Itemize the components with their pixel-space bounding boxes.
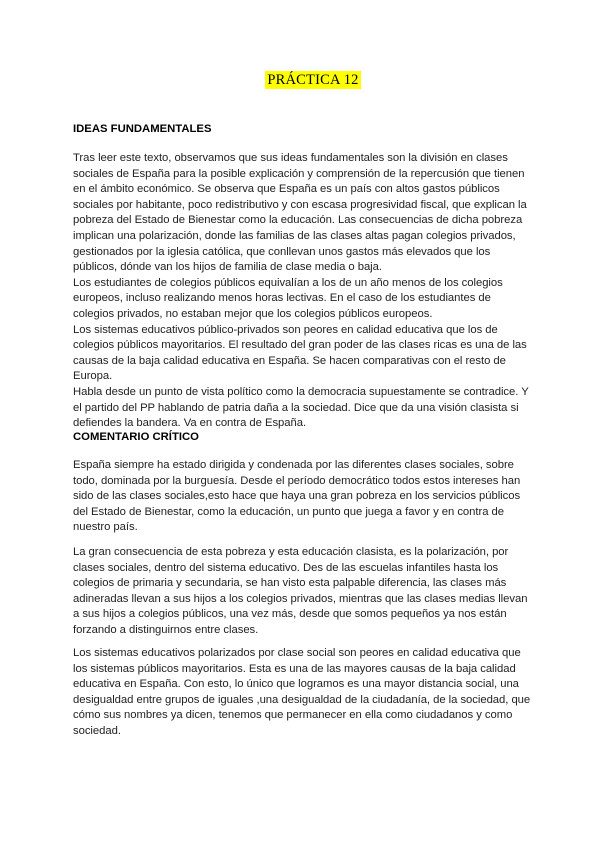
- ideas-paragraph: Tras leer este texto, observamos que sus ideas fundamentales son la división en clases sociales de España para la posible explicación y comprensión de la repercusión que tienen en el ámbito económico. Se observa que España es un país con altos gastos públicos sociales por habitante, poco redistributivo y con escasa progresividad fiscal, que explican la pobreza del Estado de Bienestar como la educación. Las consecuencias de dicha pobreza implican una polarización, donde las familias de las clases altas pagan colegios privados, gestionados por la iglesia católica, que conllevan unos gastos más elevados que los públicos, dónde van los hijos de familia de clase media o baja. Los estudiantes de colegios públicos equivalían a los de un año menos de los colegios europeos, incluso realizando menos horas lectivas. En el caso de los estudiantes de colegios privados, no estaban mejor que los colegios públicos europeos. Los sistemas educativos público-privados son peores en calidad educativa que los de colegios públicos mayoritarios. El resultado del gran poder de las clases ricas es una de las causas de la baja calidad educativa en España. Se hacen comparativas con el resto de Europa. Habla desde un punto de vista político como la democracia supuestamente se contradice. Y el partido del PP hablando de patria daña a la sociedad. Dice que da una visión clasista si defiendes la bandera. Va en contra de España.: [73, 152, 529, 430]
- page-title: PRÁCTICA 12: [267, 72, 359, 88]
- comentario-paragraph-3: Los sistemas educativos polarizados por clase social son peores en calidad educativa que los sistemas públicos mayoritarios. Esta es una de las mayores causas de la baja calidad educativa en España. Con esto, lo único que logramos es una mayor distancia social, una desigualdad entre grupos de iguales ,una desigualdad de la ciudadanía, de la sociedad, que cómo sus nombres ya dicen, tenemos que permanecer en ella como ciudadanos y como sociedad.: [73, 647, 531, 737]
- comentario-paragraph-2: La gran consecuencia de esta pobreza y esta educación clasista, es la polarización, por clases sociales, dentro del sistema educativo. Des de las escuelas infantiles hasta los colegios de primaria y secundaria, se han visto esta palpable diferencia, las clases más adineradas llevan a sus hijos a los colegios privados, mientras que las clases medias llevan a sus hijos a colegios públicos, una vez más, desde que somos pequeños ya nos están forzando a distinguirnos entre clases.: [73, 546, 528, 636]
- comentario-paragraph-1: España siempre ha estado dirigida y condenada por las diferentes clases sociales, sobre todo, dominada por la burguesía. Desde el período democrático todos estos intereses han sido de las clases sociales,esto hace que haya una gran pobreza en los servicios públicos del Estado de Bienestar, como la educación, un punto que juega a favor y en contra de nuestro país.: [73, 459, 521, 534]
- section-heading-ideas: IDEAS FUNDAMENTALES: [73, 123, 212, 135]
- title-container: [73, 71, 528, 89]
- section-heading-comentario: COMENTARIO CRÍTICO: [73, 431, 199, 443]
